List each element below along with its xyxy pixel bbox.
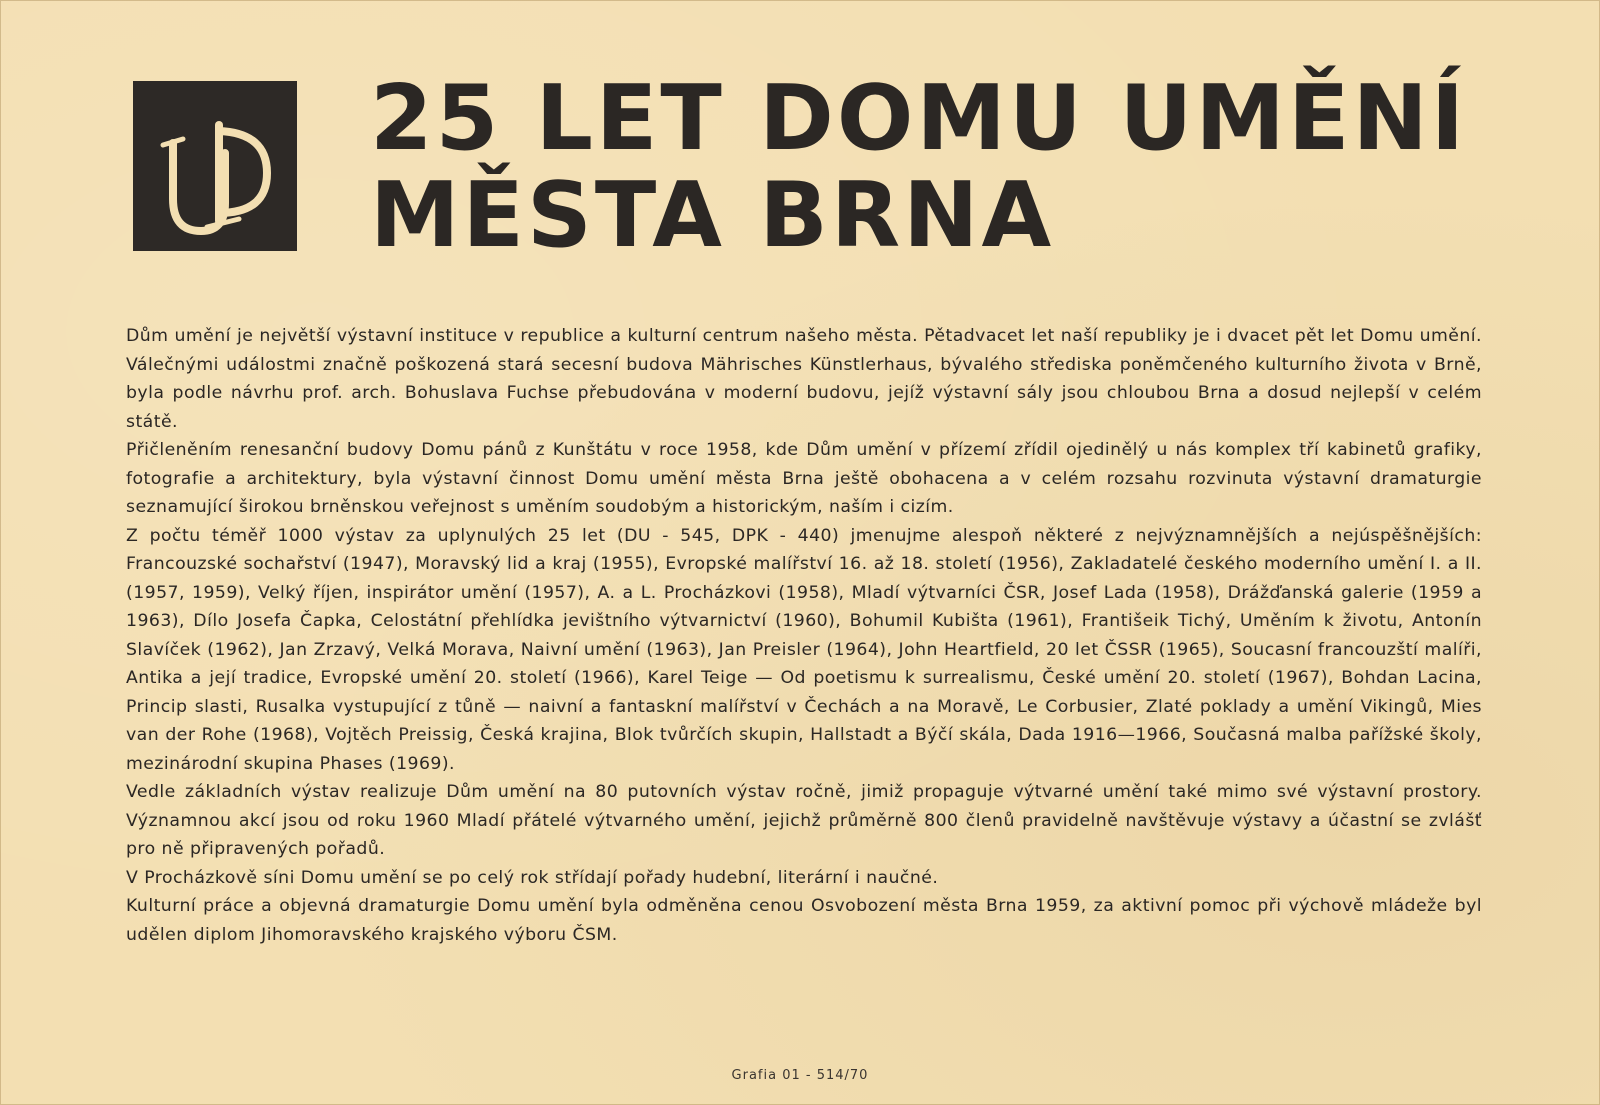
title-line-2: MĚSTA BRNA — [370, 163, 1055, 268]
paragraph-awards: Kulturní práce a objevná dramaturgie Domu umění byla odměněna cenou Osvobození města Brna 1959, za aktivní pomoc při výchově mládeže byl udělen diplom Jihomoravského krajského výboru ČSM. — [126, 896, 1482, 945]
printer-imprint: Grafia 01 - 514/70 — [731, 1068, 869, 1083]
dum-umeni-logo-icon — [133, 81, 297, 251]
paragraph-exhibitions-list: Z počtu téměř 1000 výstav za uplynulých 25 let (DU - 545, DPK - 440) jmenujme alespoň některé z nejvýznamnějších a nejúspěšnějších: Francouzské sochařství (1947), Moravský lid a kraj (1955), Evropské malířství 16. až 18. století (1956), Zakladatelé českého moderního umění I. a II. (1957, 1959), Velký říjen, inspirátor umění (1957), A. a L. Procházkovi (1958), Mladí výtvarníci ČSR, Josef Lada (1958), Drážďanská galerie (1959 a 1963), Dílo Josefa Čapka, Celostátní přehlídka jevištního výtvarnictví (1960), Bohumil Kubišta (1961), Františeik Tichý, Uměním k životu, Antonín Slavíček (1962), Jan Zrzavý, Velká Morava, Naivní umění (1963), Jan Preisler (1964), John Heartfield, 20 let ČSSR (1965), Soucasní francouzští malíři, Antika a její tradice, Evropské umění 20. století (1966), Karel Teige — Od poetismu k surrealismu, České umění 20. století (1967), Bohdan Lacina, Princip slasti, Rusalka vystupující z tůně — naivní a fantaskní malířství v Čechách a na Moravě, Le Corbusier, Zlaté poklady a umění Vikingů, Mies van der Rohe (1968), Vojtěch Preissig, Česká krajina, Blok tvůrčích skupin, Hallstadt a Býčí skála, Dada 1916—1966, Současná malba pařížské školy, mezinárodní skupina Phases (1969). — [126, 525, 1482, 774]
paragraph-prochazka-hall: V Procházkově síni Domu umění se po celý rok střídají pořady hudební, literární i naučné. — [126, 867, 939, 888]
paragraph-renaissance-building: Přičleněním renesanční budovy Domu pánů z Kunštátu v roce 1958, kde Dům umění v přízemí zřídil ojedinělý u nás komplex tří kabinetů grafiky, fotografie a architektury, byla výstavní činnost Domu umění města Brna ještě obohacena a v celém rozsahu rozvinuta výstavní dramaturgie seznamující širokou brněnskou veřejnost s uměním soudobým a historickým, naším i cizím. — [126, 440, 1482, 517]
title-line-1: 25 LET DOMU UMĚNÍ — [370, 66, 1468, 171]
article-body — [126, 322, 1482, 949]
paragraph-traveling-exhibitions: Vedle základních výstav realizuje Dům umění na 80 putovních výstav ročně, jimiž propaguje výtvarné umění také mimo své výstavní prostory. Významnou akcí jsou od roku 1960 Mladí přátelé výtvarného umění, jejichž průměrně 800 členů pravidelně navštěvuje výstavy a účastní se zvlášť pro ně připravených pořadů. — [126, 782, 1482, 859]
paragraph-intro: Dům umění je největší výstavní instituce v republice a kulturní centrum našeho města. Pětadvacet let naší republiky je i dvacet pět let Domu umění. Válečnými událostmi značně poškozená stará secesní budova Mährisches Künstlerhaus, bývalého střediska poněmčeného kulturního života v Brně, byla podle návrhu prof. arch. Bohuslava Fuchse přebudována v moderní budovu, jejíž výstavní sály jsou chloubou Brna a dosud nejlepší v celém státě. — [126, 326, 1482, 432]
page-title — [370, 66, 1490, 268]
